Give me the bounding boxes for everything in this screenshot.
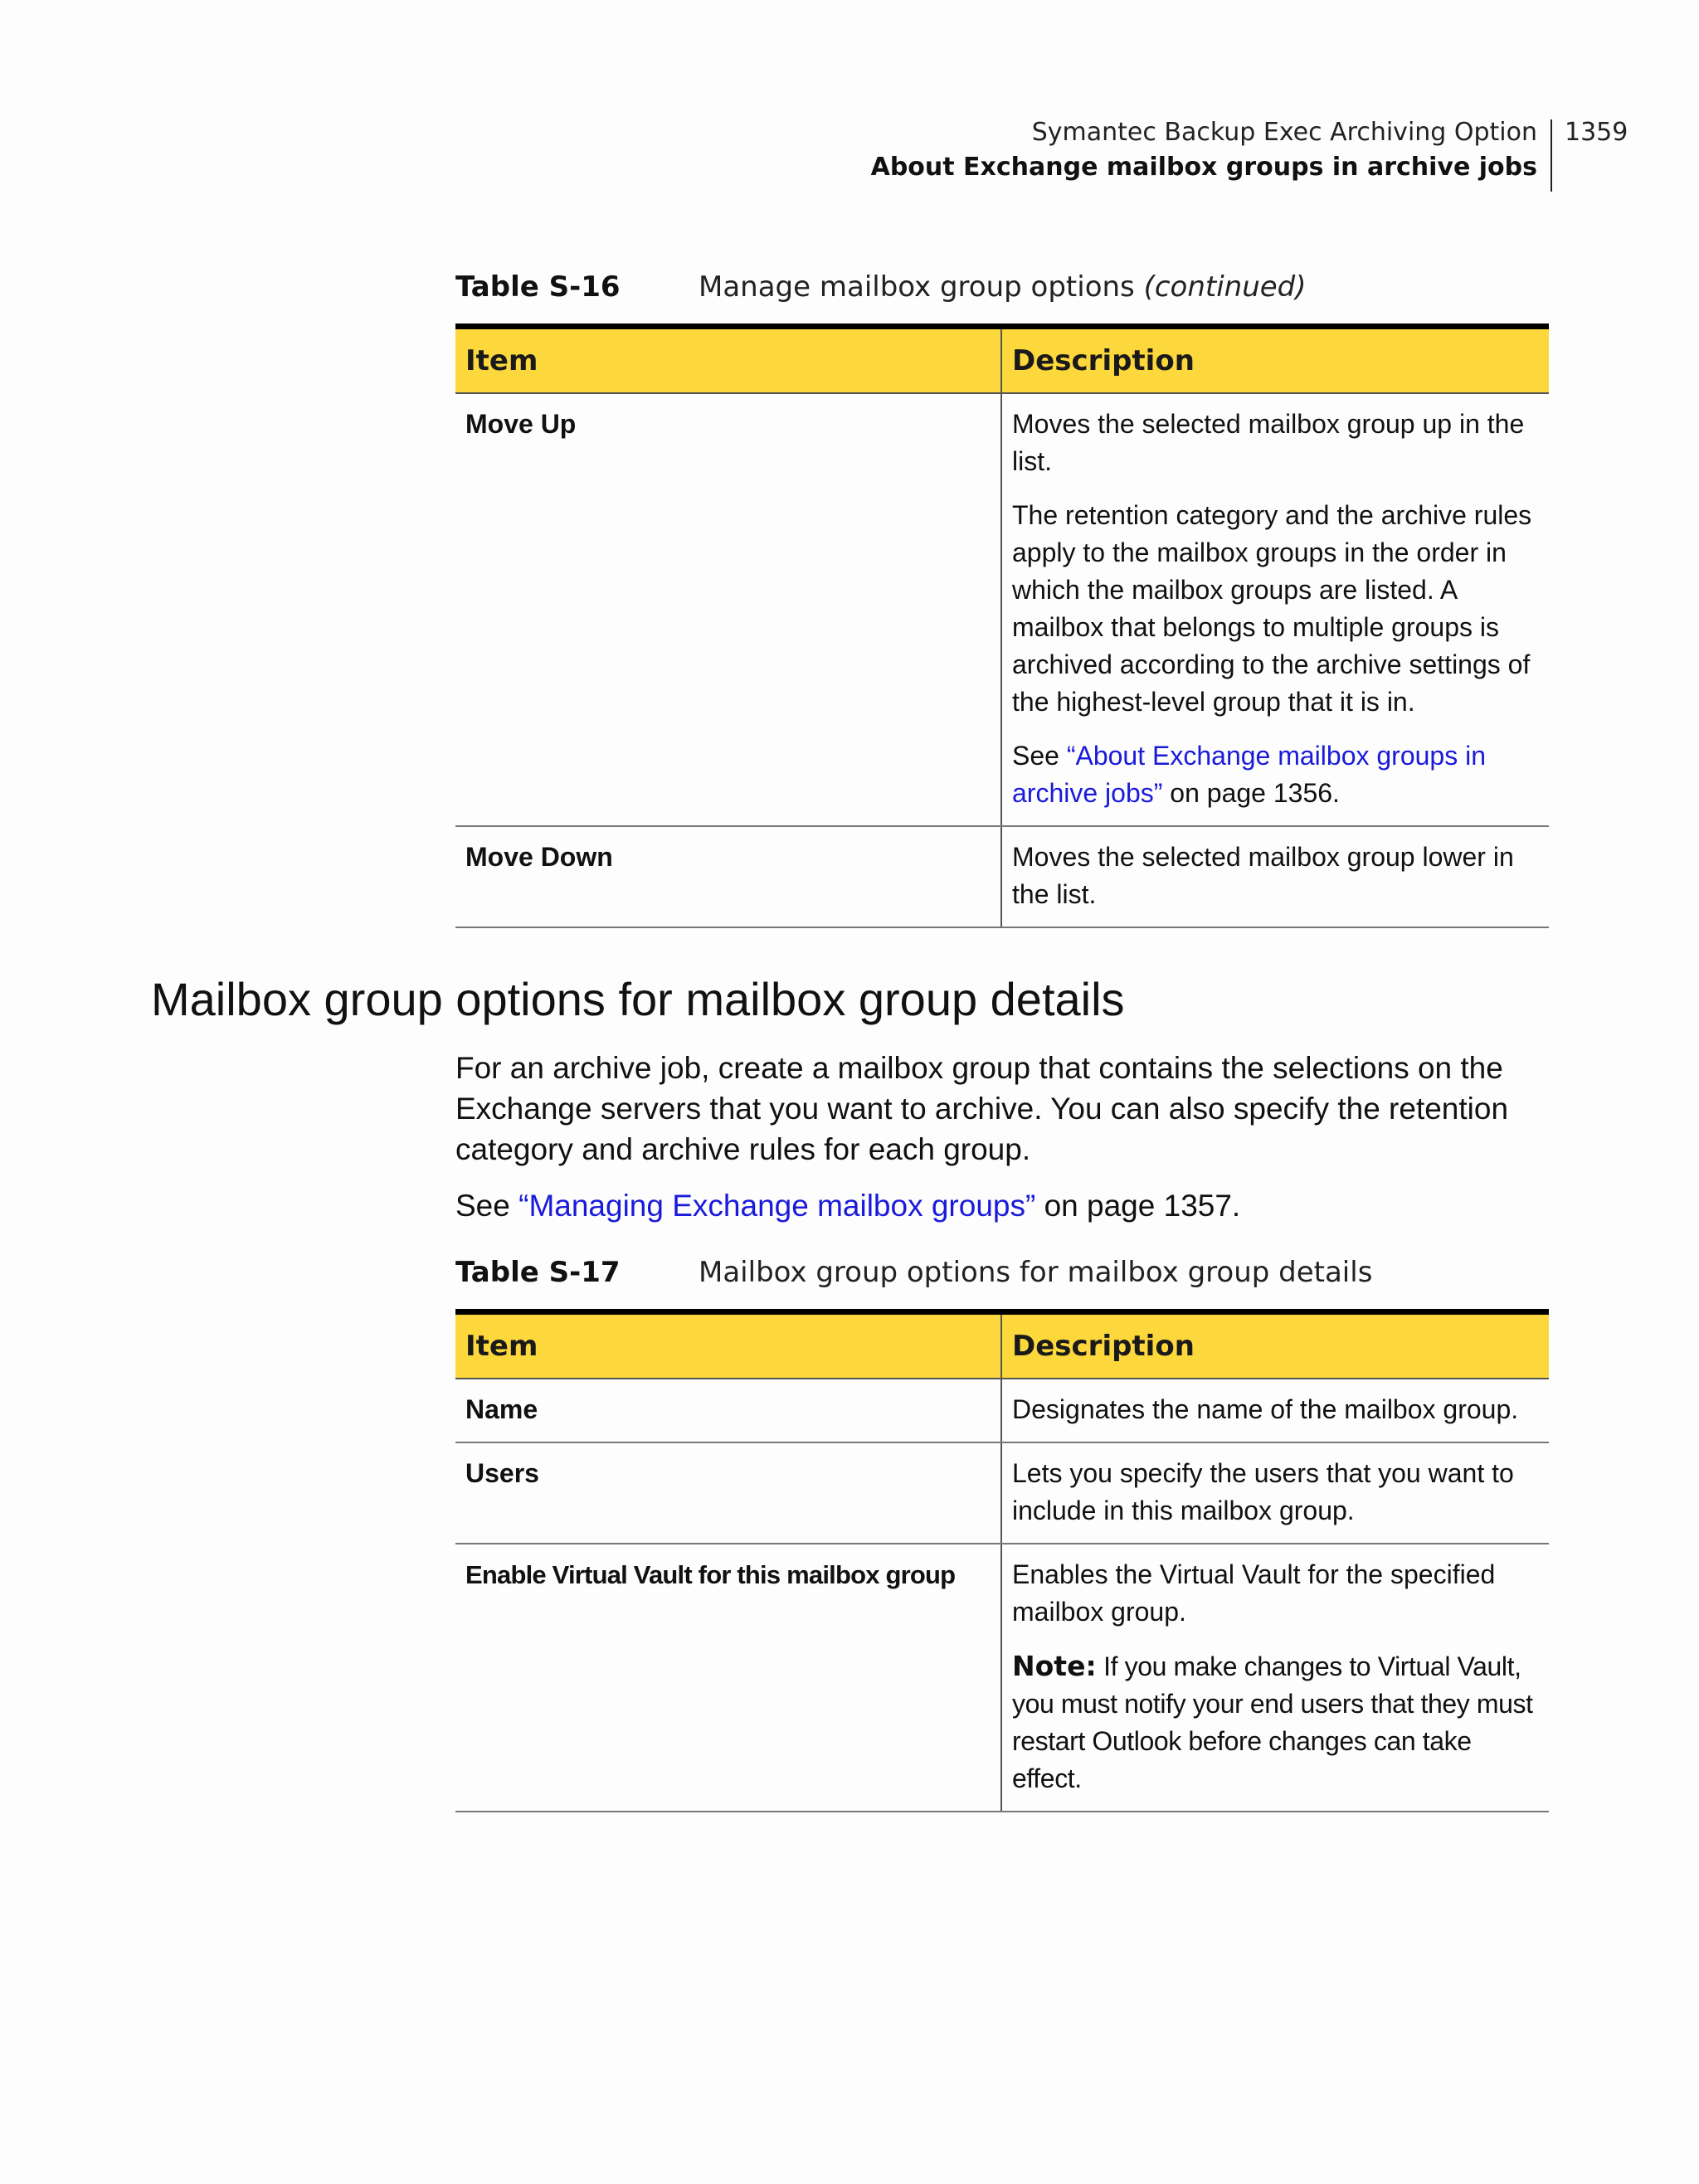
header-text (871, 114, 1537, 184)
section-cross-reference (455, 1185, 1567, 1226)
see-prefix: See (455, 1189, 519, 1223)
table-s17 (455, 1309, 1549, 1812)
header-section: About Exchange mailbox groups in archive jobs (870, 153, 1537, 182)
table-header-row (455, 1312, 1549, 1379)
cross-reference-link[interactable]: “About Exchange mailbox groups in archive jobs” (1012, 741, 1487, 808)
description-paragraph: Enables the Virtual Vault for the specified mailbox group. (1012, 1559, 1496, 1627)
column-header-item: Item (455, 327, 1001, 394)
note-label: Note: (1012, 1650, 1097, 1682)
running-header (0, 114, 1699, 197)
cross-reference (1012, 737, 1539, 812)
table-row (455, 1442, 1549, 1544)
row-item: Move Up (455, 393, 1001, 826)
row-item: Name (455, 1379, 1001, 1442)
row-item: Enable Virtual Vault for this mailbox group (455, 1544, 1001, 1812)
table-title: Mailbox group options for mailbox group details (699, 1256, 1373, 1289)
table-label: Table S-17 (455, 1256, 621, 1289)
see-prefix: See (1012, 741, 1067, 771)
header-product: Symantec Backup Exec Archiving Option (1031, 118, 1537, 147)
table-continued: (continued) (1143, 270, 1307, 304)
see-suffix: on page 1357. (1035, 1189, 1241, 1223)
row-description (1001, 1379, 1549, 1442)
description-paragraph: Moves the selected mailbox group lower in the list. (1012, 842, 1514, 909)
table-header-row (455, 327, 1549, 394)
column-header-description: Description (1001, 327, 1549, 394)
description-paragraph: Designates the name of the mailbox group. (1012, 1394, 1519, 1424)
row-item: Move Down (455, 826, 1001, 927)
note-text: If you make changes to Virtual Vault, you must notify your end users that they must restart Outlook before changes can take effect. (1012, 1651, 1533, 1793)
section-heading: Mailbox group options for mailbox group details (151, 973, 1125, 1025)
table-row (455, 826, 1549, 927)
row-item: Users (455, 1442, 1001, 1544)
table-row (455, 1379, 1549, 1442)
see-suffix: on page 1356. (1162, 778, 1340, 808)
description-paragraph: Lets you specify the users that you want to include in this mailbox group. (1012, 1458, 1514, 1525)
description-paragraph: Moves the selected mailbox group up in the list. (1012, 409, 1525, 476)
table-row (455, 1544, 1549, 1812)
row-description (1001, 1544, 1549, 1812)
table-label: Table S-16 (455, 270, 621, 304)
table-row (455, 393, 1549, 826)
table-s16 (455, 323, 1549, 928)
note (1012, 1647, 1539, 1797)
header-divider (1551, 119, 1552, 192)
cross-reference-link[interactable]: “Managing Exchange mailbox groups” (518, 1189, 1036, 1223)
row-description (1001, 1442, 1549, 1544)
description-paragraph: The retention category and the archive rules apply to the mailbox groups in the order in which the mailbox groups are listed. A mailbox that belongs to multiple groups is archived according to the archive settings of the highest-level group that it is in. (1012, 500, 1532, 717)
table-title-text: Manage mailbox group options (699, 270, 1135, 304)
column-header-item: Item (455, 1312, 1001, 1379)
row-description (1001, 393, 1549, 826)
page-number: 1359 (1565, 118, 1628, 147)
column-header-description: Description (1001, 1312, 1549, 1379)
row-description (1001, 826, 1549, 927)
section-paragraph: For an archive job, create a mailbox group that contains the selections on the Exchange servers that you want to archive. You can also specify the retention category and archive rules for each group. (455, 1051, 1509, 1166)
table-title (699, 270, 1307, 304)
